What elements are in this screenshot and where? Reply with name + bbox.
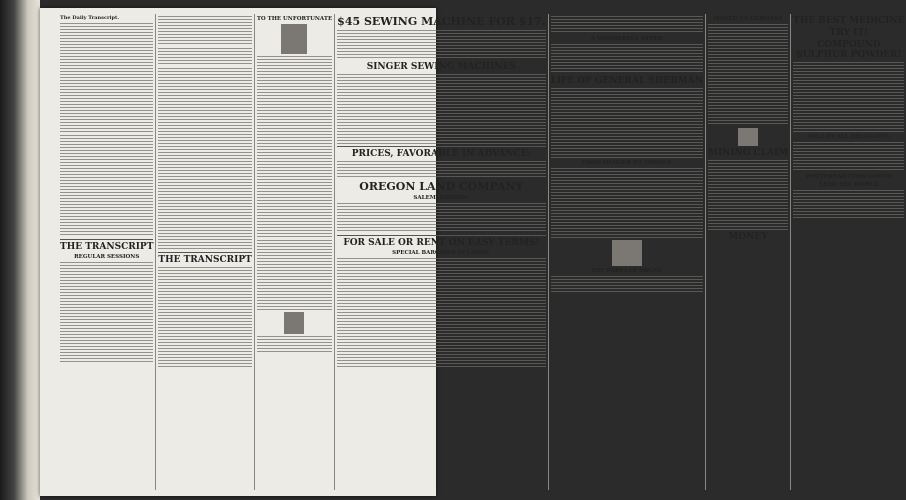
ad-heading: FOR SALE OR RENT ON EASY TERMS! — [343, 238, 540, 248]
text-block — [60, 262, 153, 332]
text-block — [257, 240, 332, 310]
newspaper-page — [40, 8, 905, 496]
ad-heading: LIFE OF GENERAL SHERMAN — [550, 76, 703, 86]
text-block — [60, 135, 153, 205]
text-block — [158, 16, 251, 46]
text-block — [337, 30, 545, 60]
ad-heading: PRICES, FAVORABLE IN ADVANCE: — [351, 149, 531, 159]
column-5 — [549, 14, 706, 490]
ad-heading: THE TRANSCRIPT — [158, 255, 252, 265]
ad-heading: A WONDERFUL OFFER — [590, 36, 663, 42]
ad-subheading: LEAD THE WORLD — [819, 182, 879, 188]
ad-heading: MOVED TO GERMANY — [713, 16, 783, 22]
ad-heading: SINGER SEWING MACHINES — [366, 62, 516, 72]
ad-heading: COMPOUND SULPHUR POWDER! — [796, 40, 902, 60]
ad-heading: TO THE UNFORTUNATE — [256, 16, 333, 22]
ad-heading: SOLD BY ALL DRUGGISTS. — [807, 134, 891, 140]
text-block — [337, 161, 545, 179]
ad-heading: FROM HANGER TO THRONE — [581, 160, 672, 166]
book-binding — [0, 0, 40, 500]
ad-heading: MINING CLAIM — [707, 148, 789, 158]
text-block — [60, 334, 153, 364]
text-block — [257, 56, 332, 126]
column-7 — [791, 14, 906, 490]
portrait-illustration — [281, 24, 307, 54]
portrait-illustration — [284, 312, 304, 334]
text-block — [257, 336, 332, 354]
text-block — [158, 267, 251, 337]
ad-subheading: SPECIAL BARGAINS IN LANDS. — [392, 250, 491, 256]
text-block — [257, 128, 332, 238]
text-block — [708, 24, 788, 94]
ad-subheading: SALEM, OREGON. — [413, 195, 470, 201]
organ-illustration — [612, 240, 642, 266]
text-block — [708, 160, 788, 230]
text-block — [551, 44, 703, 74]
text-block — [158, 68, 251, 138]
column-1 — [58, 14, 156, 490]
text-block — [337, 74, 545, 144]
headline: $45 SEWING MACHINE FOR $17. — [337, 15, 546, 28]
ad-heading: THE TRANSCRIPT — [60, 242, 154, 252]
text-block — [60, 23, 153, 133]
text-block — [793, 190, 904, 220]
ad-heading: REGULAR SESSIONS — [74, 254, 140, 260]
text-block — [551, 276, 703, 294]
masthead: The Daily Transcript. — [60, 15, 120, 21]
text-block — [551, 16, 703, 34]
text-block — [551, 168, 703, 238]
column-2 — [156, 14, 254, 490]
column-4 — [335, 14, 548, 490]
text-block — [337, 258, 545, 368]
text-block — [337, 203, 545, 233]
text-block — [158, 48, 251, 66]
illustration — [738, 128, 758, 146]
text-block — [793, 142, 904, 172]
text-block — [708, 96, 788, 126]
text-block — [158, 140, 251, 250]
text-block — [60, 207, 153, 237]
ad-heading: OREGON LAND COMPANY — [359, 180, 524, 193]
ad-heading: TRY IT! — [829, 28, 868, 38]
ad-heading: WHITEHEAD CORN GOODS — [805, 174, 892, 180]
column-3 — [255, 14, 335, 490]
text-block — [793, 62, 904, 132]
text-block — [551, 88, 703, 158]
ad-heading: MONEY — [728, 232, 768, 242]
ad-heading: THE POPULAR ORGAN — [591, 268, 663, 274]
ad-heading: THE BEST MEDICINE — [793, 16, 905, 26]
text-block — [158, 339, 251, 369]
column-6 — [706, 14, 791, 490]
